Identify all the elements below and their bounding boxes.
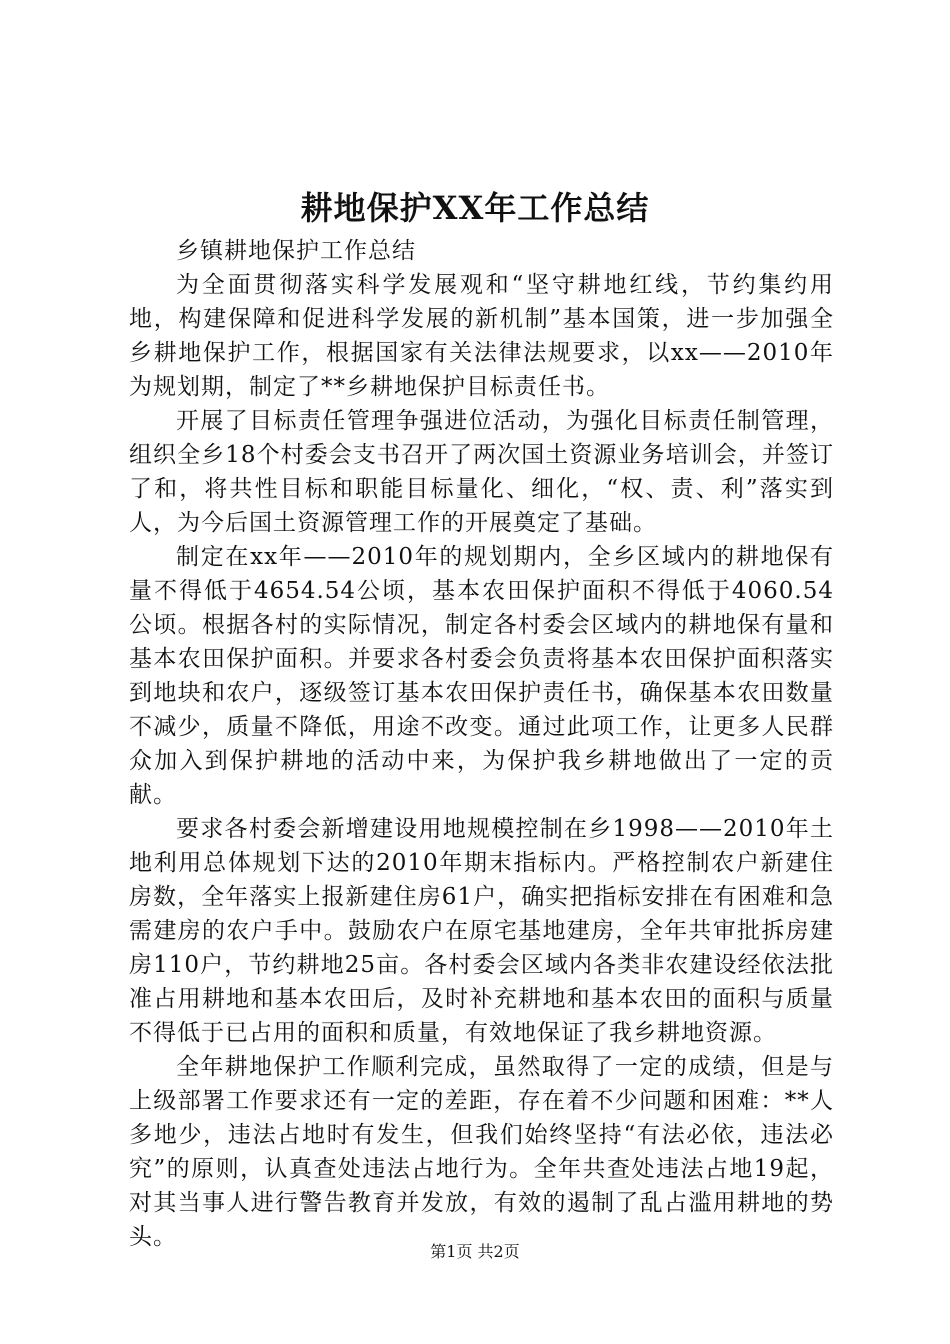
paragraph-1: 为全面贯彻落实科学发展观和“坚守耕地红线，节约集约用地，构建保障和促进科学发展的新机制”基本国策，进一步加强全乡耕地保护工作，根据国家有关法律法规要求，以xx——2010年为规划期，制定了**乡耕地保护目标责任书。	[129, 272, 834, 400]
paragraph-4: 要求各村委会新增建设用地规模控制在乡1998——2010年土地利用总体规划下达的2010年期末指标内。严格控制农户新建住房数，全年落实上报新建住房61户，确实把指标安排在有困难和急需建房的农户手中。鼓励农户在原宅基地建房，全年共审批拆房建房110户，节约耕地25亩。各村委会区域内各类非农建设经依法批准占用耕地和基本农田后，及时补充耕地和基本农田的面积与质量不得低于已占用的面积和质量，有效地保证了我乡耕地资源。	[129, 816, 834, 1046]
document-title: 耕地保护XX年工作总结	[300, 189, 650, 227]
paragraph-5: 全年耕地保护工作顺利完成，虽然取得了一定的成绩，但是与上级部署工作要求还有一定的差距，存在着不少问题和困难：**人多地少，违法占地时有发生，但我们始终坚持“有法必依，违法必究”的原则，认真查处违法占地行为。全年共查处违法占地19起，对其当事人进行警告教育并发放，有效的遏制了乱占滥用耕地的势头。	[129, 1054, 834, 1250]
page-footer: 第1页 共2页	[430, 1242, 520, 1261]
document-body	[129, 234, 834, 1254]
document-subtitle: 乡镇耕地保护工作总结	[176, 238, 416, 264]
paragraph-2: 开展了目标责任管理争强进位活动，为强化目标责任制管理，组织全乡18个村委会支书召开了两次国土资源业务培训会，并签订了和，将共性目标和职能目标量化、细化，“权、责、利”落实到人，为今后国土资源管理工作的开展奠定了基础。	[129, 408, 834, 536]
paragraph-3: 制定在xx年——2010年的规划期内，全乡区域内的耕地保有量不得低于4654.54公顷，基本农田保护面积不得低于4060.54公顷。根据各村的实际情况，制定各村委会区域内的耕地保有量和基本农田保护面积。并要求各村委会负责将基本农田保护面积落实到地块和农户，逐级签订基本农田保护责任书，确保基本农田数量不减少，质量不降低，用途不改变。通过此项工作，让更多人民群众加入到保护耕地的活动中来，为保护我乡耕地做出了一定的贡献。	[129, 544, 834, 808]
